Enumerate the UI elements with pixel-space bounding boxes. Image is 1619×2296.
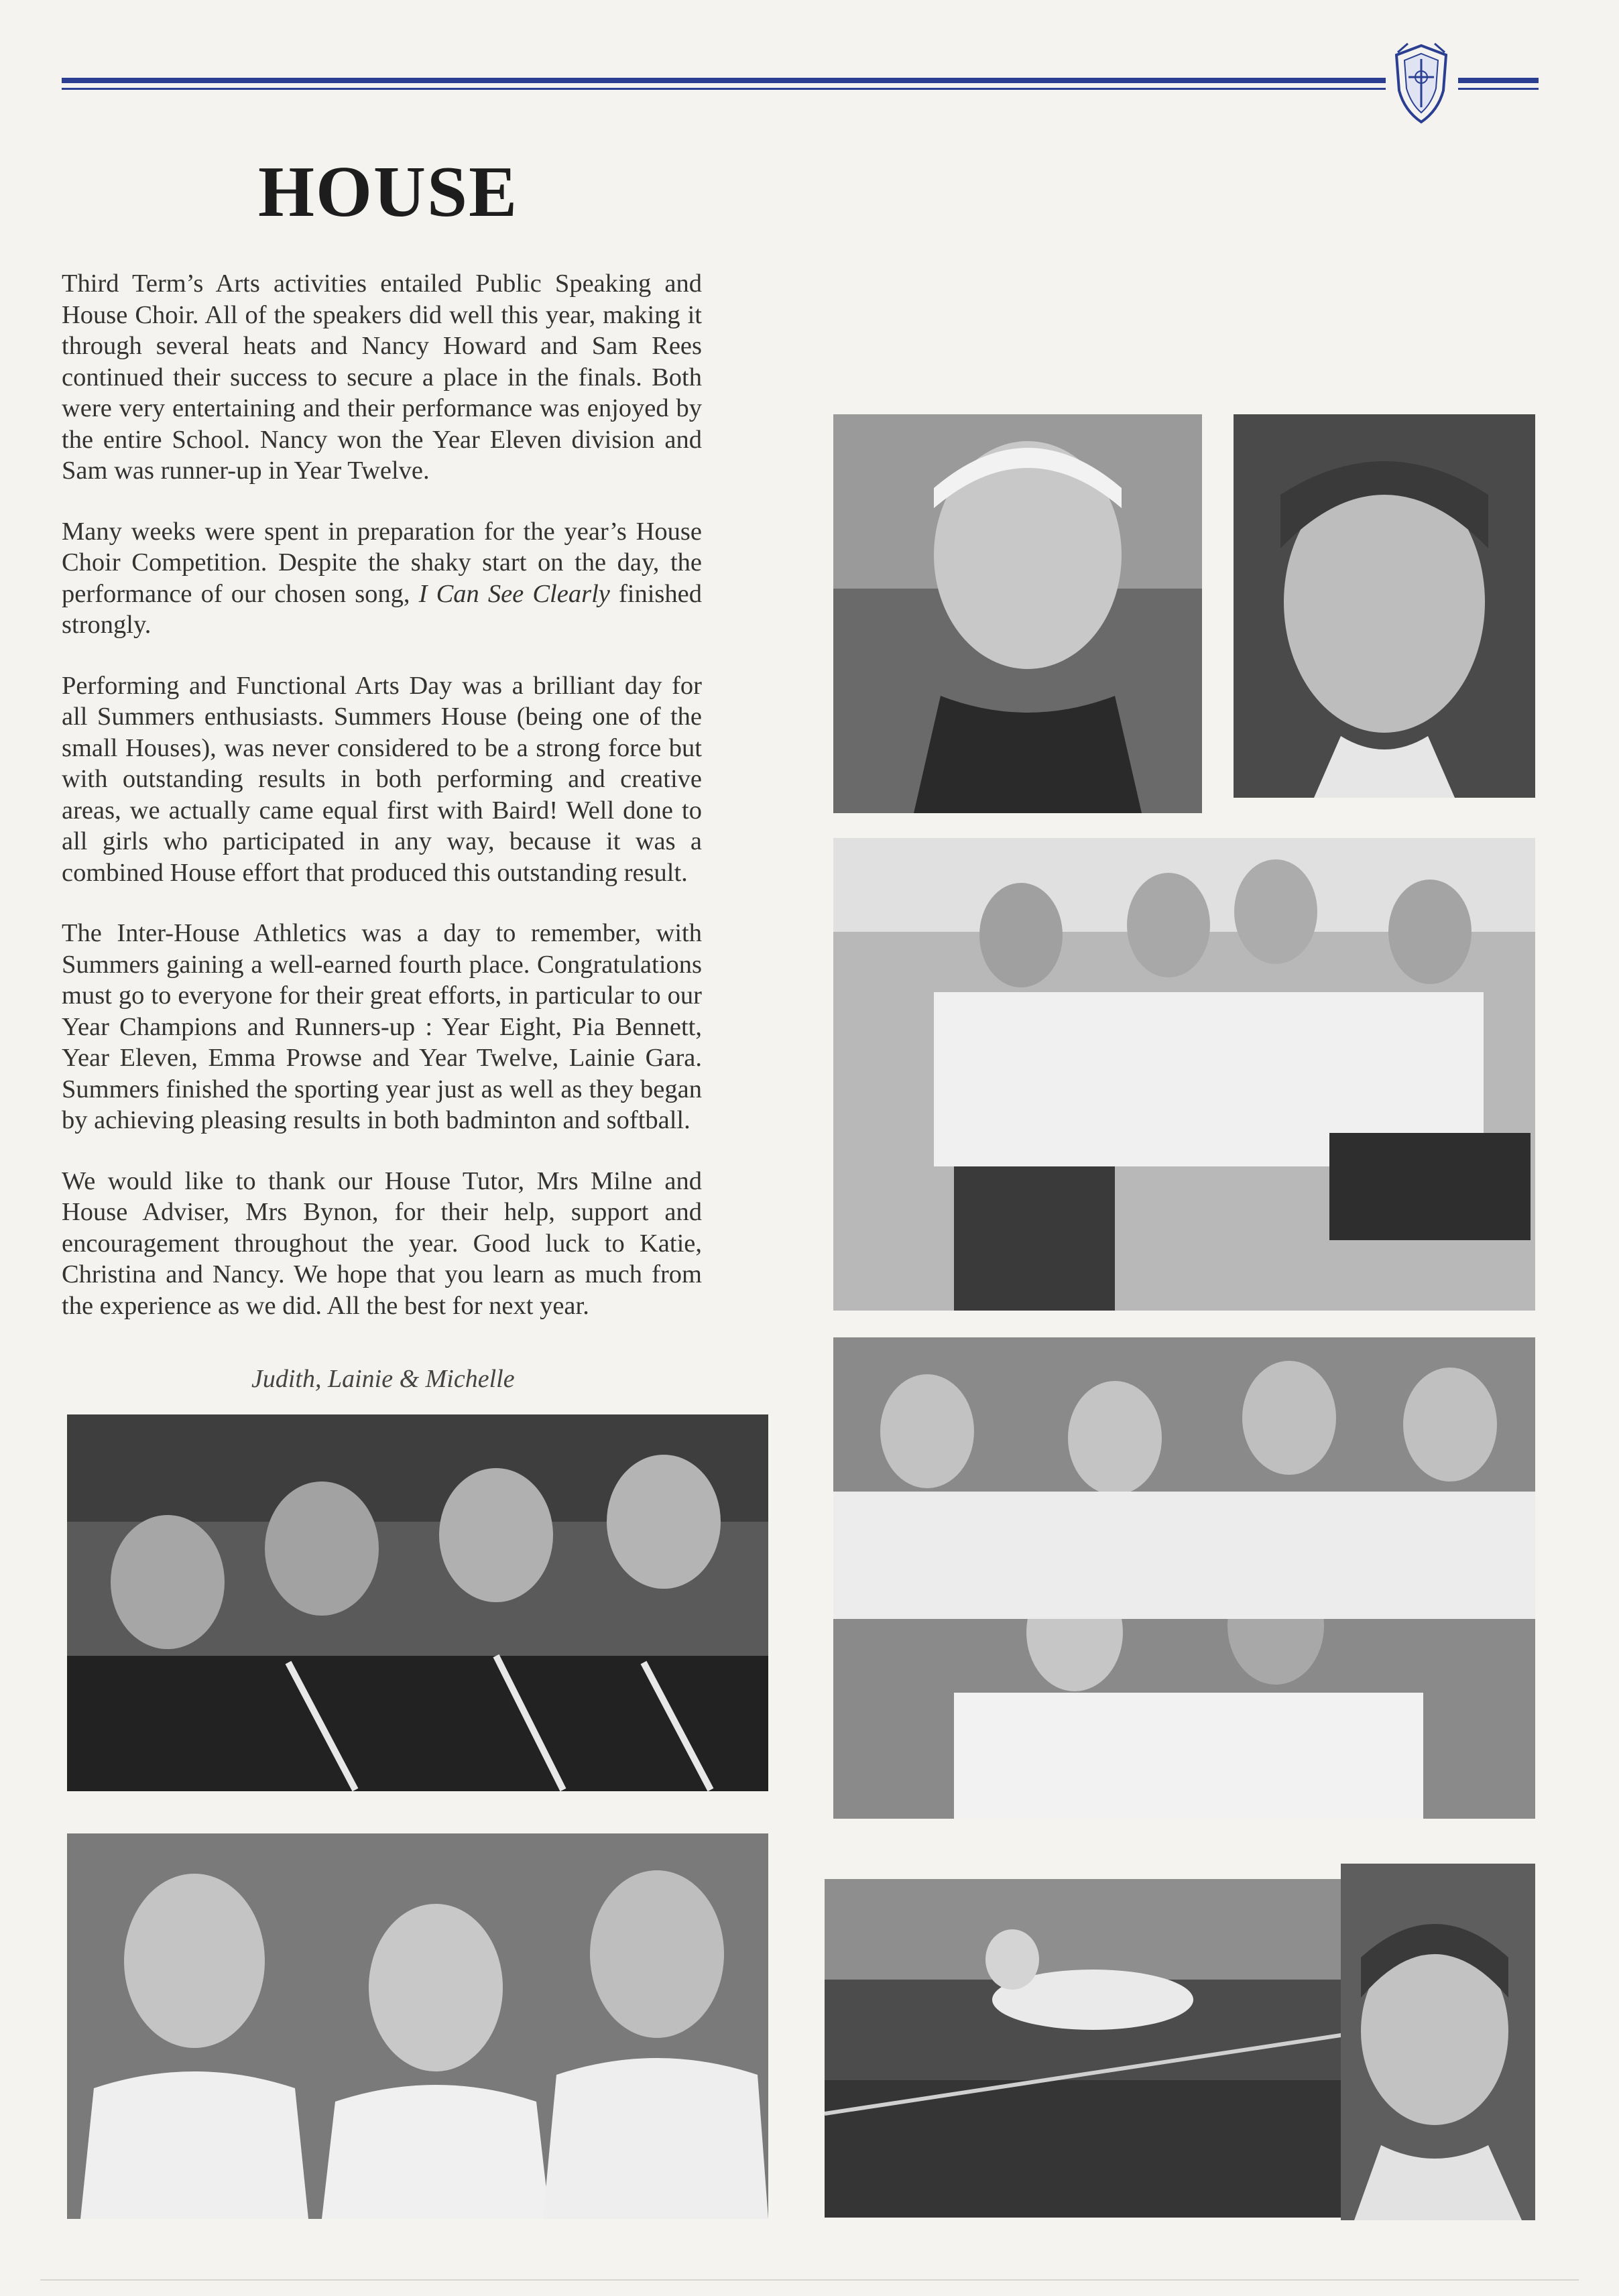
photo-swimmer-cap <box>833 414 1202 813</box>
header-rule <box>62 78 1386 83</box>
paragraph-performing-arts: Performing and Functional Arts Day was a brilliant day for all Summers enthusiasts. Summers House (being one of the small Houses), was never considered to be a strong force but with outstanding results in both performing and creative areas, we actually came equal first with Baird! Well done to all girls who participated in any way, because it was a combined House effort that produced this outstanding result. <box>62 671 702 887</box>
paragraph-thanks: We would like to thank our House Tutor, Mrs Milne and House Adviser, Mrs Bynon, for their help, support and encouragement throughout the year. Good luck to Katie, Christina and Nancy. We hope that you learn as much from the experience as we did. All the best for next year. <box>62 1166 702 1320</box>
paragraph-athletics: The Inter-House Athletics was a day to remember, with Summers gaining a well-earned fourth place. Congratulations must go to everyone for their great efforts, in particular to our Year Champions and Runners-up : Year Eight, Pia Bennett, Year Eleven, Emma Prowse and Year Twelve, Lainie Gara. Summers finished the sporting year just as well as they began by achieving pleasing results in both badminton and softball. <box>62 919 702 1134</box>
photo-four-swimmers <box>67 1414 768 1791</box>
paragraph-arts: Third Term’s Arts activities entailed Public Speaking and House Choir. All of the speakers did well this year, making it through several heats and Nancy Howard and Sam Rees continued their success to secure a place in the finals. Both were very entertaining and their performance was enjoyed by the entire School. Nancy won the Year Eleven division and Sam was runner-up in Year Twelve. <box>62 269 702 485</box>
footer-rule <box>40 2279 1579 2281</box>
song-title: I Can See Clearly <box>418 579 610 608</box>
photo-three-girls-smiling <box>67 1833 768 2219</box>
header-rule-thin <box>62 88 1386 90</box>
article-body <box>62 268 702 1351</box>
school-crest-icon <box>1391 40 1451 127</box>
header-rule-right-thin <box>1458 88 1539 90</box>
photo-high-jump <box>825 1879 1354 2218</box>
header-rule-right <box>1458 78 1539 83</box>
photo-six-girls-polo-shirts <box>833 1337 1535 1819</box>
page-title: HOUSE <box>258 152 519 232</box>
photo-girl-closeup <box>1341 1864 1535 2220</box>
photo-girl-portrait <box>1234 414 1535 798</box>
signature: Judith, Lainie & Michelle <box>251 1365 515 1393</box>
paragraph-choir: Many weeks were spent in preparation for the year’s House Choir Competition. Despite the shaky start on the day, the performance of our chosen song, I Can See Clearly finished strongly. <box>62 517 702 639</box>
photo-four-girls-athletics <box>833 838 1535 1311</box>
